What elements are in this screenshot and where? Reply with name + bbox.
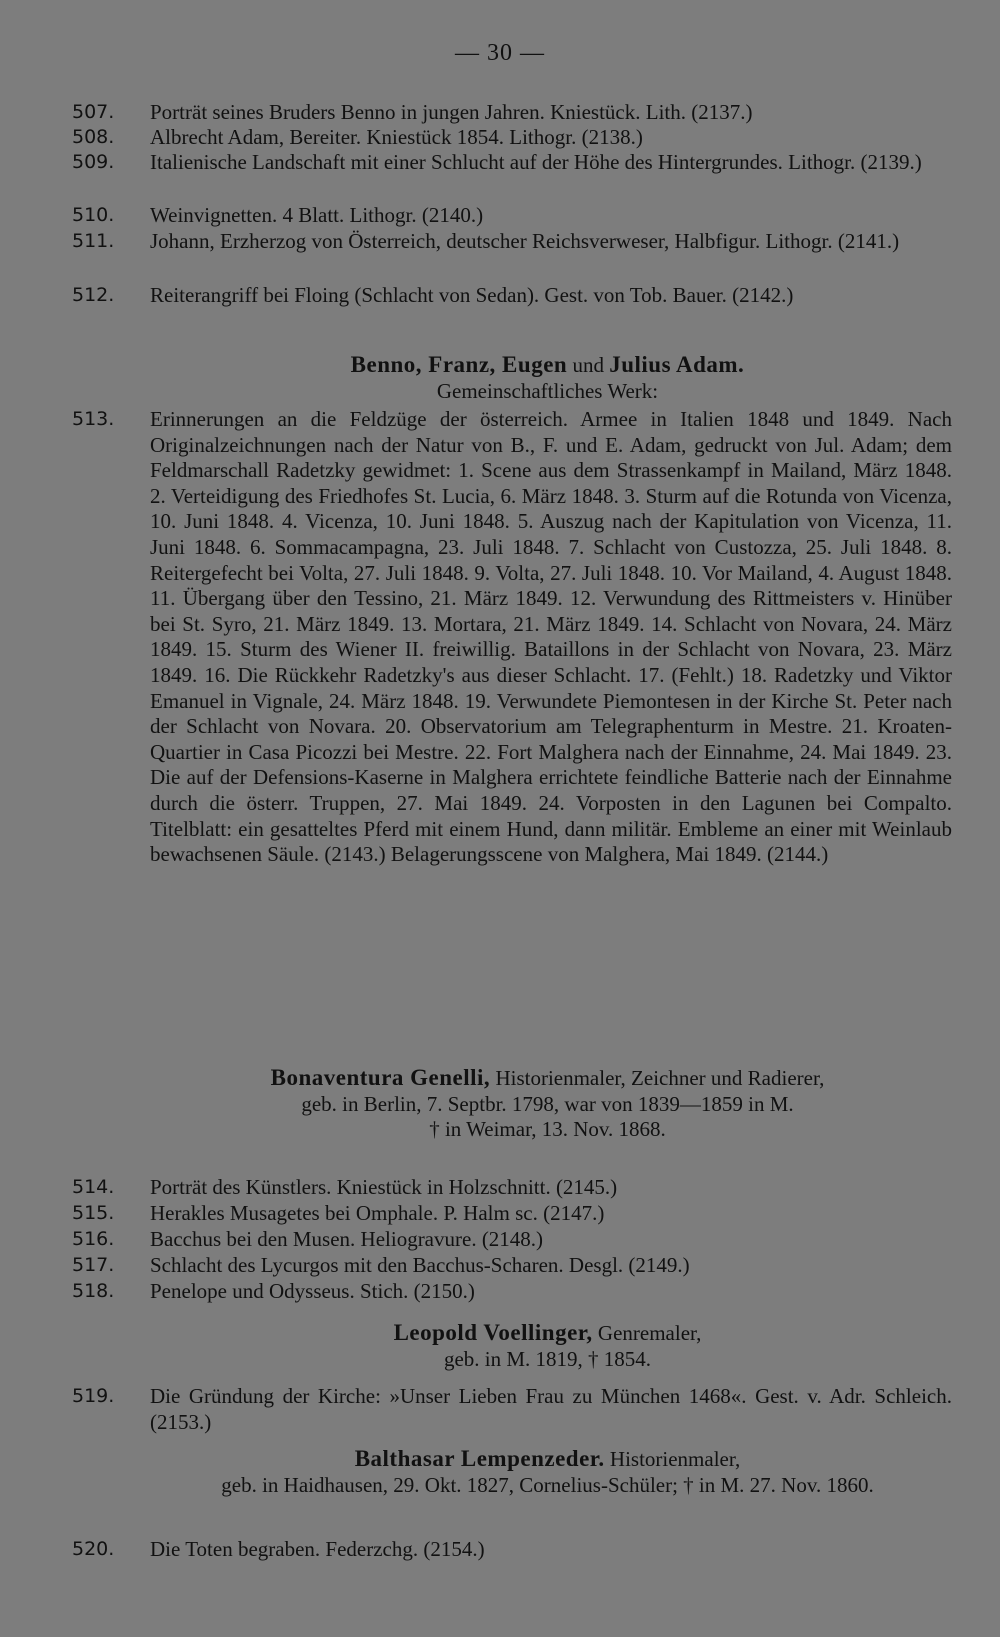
entry-text: Johann, Erzherzog von Österreich, deutscher Reichsverweser, Halbfigur. Lithogr. (2141.) xyxy=(150,229,900,253)
entry-number: 515. xyxy=(72,1202,115,1224)
entry-519 xyxy=(72,1384,952,1435)
entry-text: Italienische Landschaft mit einer Schlucht auf der Höhe des Hintergrundes. Lithogr. (2139.) xyxy=(150,150,922,174)
artist-connector: und xyxy=(567,353,610,377)
entry-516 xyxy=(72,1227,952,1253)
entry-text: Porträt des Künstlers. Kniestück in Holzschnitt. (2145.) xyxy=(150,1175,618,1199)
entry-text: Porträt seines Bruders Benno in jungen Jahren. Kniestück. Lith. (2137.) xyxy=(150,100,753,124)
artist-name: Leopold Voellinger, xyxy=(393,1320,593,1345)
entry-512 xyxy=(72,283,952,309)
entry-513 xyxy=(72,407,952,868)
entry-509 xyxy=(72,150,952,176)
entry-507 xyxy=(72,100,952,126)
entry-number: 512. xyxy=(72,284,115,306)
artist-name: Bonaventura Genelli, xyxy=(270,1065,491,1090)
entry-text: Die Gründung der Kirche: »Unser Lieben Frau zu München 1468«. Gest. v. Adr. Schleich. (2153.) xyxy=(150,1384,952,1434)
entry-text: Reiterangriff bei Floing (Schlacht von Sedan). Gest. von Tob. Bauer. (2142.) xyxy=(150,283,794,307)
entry-number: 509. xyxy=(72,151,115,173)
entry-number: 508. xyxy=(72,126,115,148)
artist-heading-voellinger xyxy=(150,1320,945,1372)
artist-heading-lempenzeder xyxy=(150,1446,945,1498)
artist-role: Gemeinschaftliches Werk: xyxy=(436,378,659,403)
artist-bio: Historienmaler, Zeichner und Radierer, xyxy=(490,1066,825,1090)
entry-text: Penelope und Odysseus. Stich. (2150.) xyxy=(150,1279,475,1303)
entry-text: Albrecht Adam, Bereiter. Kniestück 1854. Lithogr. (2138.) xyxy=(150,125,643,149)
entry-text: Schlacht des Lycurgos mit den Bacchus-Scharen. Desgl. (2149.) xyxy=(150,1253,690,1277)
artist-name-second: Julius Adam. xyxy=(609,352,745,377)
entry-number: 513. xyxy=(72,408,115,430)
artist-heading-adam xyxy=(150,352,945,404)
entry-number: 510. xyxy=(72,204,115,226)
artist-bio-line-2: geb. in Haidhausen, 29. Okt. 1827, Cornelius-Schüler; † in M. 27. Nov. 1860. xyxy=(221,1472,874,1497)
entry-518 xyxy=(72,1279,952,1305)
entry-508 xyxy=(72,125,952,151)
entry-number: 519. xyxy=(72,1385,115,1407)
entry-number: 507. xyxy=(72,101,115,123)
entry-number: 518. xyxy=(72,1280,115,1302)
entry-text: Bacchus bei den Musen. Heliogravure. (2148.) xyxy=(150,1227,544,1251)
entry-text: Herakles Musagetes bei Omphale. P. Halm sc. (2147.) xyxy=(150,1201,605,1225)
artist-bio-line-2: geb. in M. 1819, † 1854. xyxy=(443,1346,652,1371)
artist-bio: Genremaler, xyxy=(592,1321,702,1345)
entry-number: 517. xyxy=(72,1254,115,1276)
artist-bio-line-3: † in Weimar, 13. Nov. 1868. xyxy=(429,1117,666,1142)
page-number: — 30 — xyxy=(455,40,545,66)
entry-text: Die Toten begraben. Federzchg. (2154.) xyxy=(150,1537,485,1561)
entry-number: 516. xyxy=(72,1228,115,1250)
artist-name: Benno, Franz, Eugen xyxy=(350,352,568,377)
artist-bio-line-2: geb. in Berlin, 7. Septbr. 1798, war von 1839—1859 in M. xyxy=(301,1091,794,1116)
entry-number: 511. xyxy=(72,230,115,252)
entry-text: Erinnerungen an die Feldzüge der österreich. Armee in Italien 1848 und 1849. Nach Originalzeichnungen nach der Natur von B., F. und E. Adam, gedruckt von Jul. Adam; dem Feldmarschall Radetzky gewidmet: 1. Scene aus dem Strassenkampf in Mailand, März 1848. 2. Verteidigung des Friedhofes St. Lucia, 6. März 1848. 3. Sturm auf die Rotunda von Vicenza, 10. Juni 1848. 4. Vicenza, 10. Juni 1848. 5. Auszug nach der Kapitulation von Vicenza, 11. Juni 1848. 6. Sommacampagna, 23. Juli 1848. 7. Schlacht von Custozza, 25. Juli 1848. 8. Reitergefecht bei Volta, 27. Juli 1848. 9. Volta, 27. Juli 1848. 10. Vor Mailand, 4. August 1848. 11. Übergang über den Tessino, 21. März 1849. 12. Verwundung des Rittmeisters v. Hinüber bei St. Syro, 21. März 1849. 13. Mortara, 21. März 1849. 14. Schlacht von Novara, 24. März 1849. 15. Sturm des Wiener II. freiwillig. Bataillons in der Schlacht von Novara, 23. März 1849. 16. Die Rückkehr Radetzky's aus dieser Schlacht. 17. (Fehlt.) 18. Radetzky und Viktor Emanuel in Vignale, 24. März 1848. 19. Verwundete Piemontesen in der Kirche St. Peter nach der Schlacht von Novara. 20. Observatorium am Telegraphenturm in Mestre. 21. Kroaten-Quartier in Casa Picozzi bei Mestre. 22. Fort Malghera nach der Einnahme, 24. Mai 1849. 23. Die auf der Defensions-Kaserne in Malghera errichtete feindliche Batterie nach der Einnahme durch die österr. Truppen, 27. Mai 1849. 24. Vorposten in den Lagunen bei Compalto. Titelblatt: ein gesatteltes Pferd mit einem Hund, dann militär. Embleme an einer mit Weinlaub bewachsenen Säule. (2143.) Belagerungsscene von Malghera, Mai 1849. (2144.) xyxy=(150,407,952,867)
artist-bio: Historienmaler, xyxy=(604,1447,741,1471)
entry-517 xyxy=(72,1253,952,1279)
entry-520 xyxy=(72,1537,952,1563)
artist-heading-genelli xyxy=(150,1065,945,1143)
artist-name: Balthasar Lempenzeder. xyxy=(354,1446,605,1471)
entry-515 xyxy=(72,1201,952,1227)
entry-511 xyxy=(72,229,952,255)
entry-510 xyxy=(72,203,952,229)
entry-number: 520. xyxy=(72,1538,115,1560)
entry-514 xyxy=(72,1175,952,1201)
entry-number: 514. xyxy=(72,1176,115,1198)
entry-text: Weinvignetten. 4 Blatt. Lithogr. (2140.) xyxy=(150,203,484,227)
